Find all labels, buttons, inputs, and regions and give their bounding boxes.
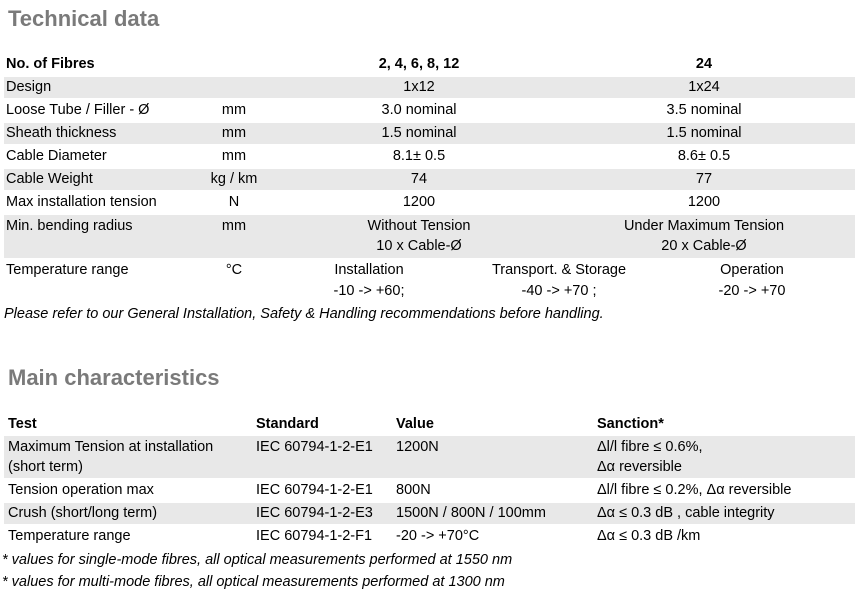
test-value: 800N — [396, 482, 431, 498]
test-name: Temperature range — [8, 528, 131, 544]
row-value-2: 77 — [695, 171, 713, 187]
row-label: Cable Weight — [6, 171, 93, 187]
row-unit: N — [228, 194, 240, 210]
test-value: -20 -> +70°C — [396, 528, 480, 544]
handling-note: Please refer to our General Installation, Safety & Handling recommendations before handling. — [4, 306, 604, 322]
header-sanction: Sanction* — [597, 416, 664, 432]
test-standard: IEC 60794-1-2-E3 — [256, 505, 373, 521]
main-row — [4, 436, 855, 478]
row-value-1: 3.0 nominal — [381, 102, 457, 118]
row-value-1b: 10 x Cable-Ø — [376, 238, 462, 254]
row-label: Temperature range — [6, 262, 129, 278]
installation-label: Installation — [334, 262, 404, 278]
row-value-2: 1200 — [687, 194, 721, 210]
test-standard: IEC 60794-1-2-E1 — [256, 482, 373, 498]
header-col1: 2, 4, 6, 8, 12 — [378, 56, 460, 72]
storage-value: -40 -> +70 ; — [521, 283, 597, 299]
tech-row — [4, 146, 855, 167]
row-value-2a: Under Maximum Tension — [623, 218, 785, 234]
section-title-main: Main characteristics — [8, 365, 220, 390]
installation-value: -10 -> +60; — [333, 283, 405, 299]
storage-label: Transport. & Storage — [491, 262, 627, 278]
operation-value: -20 -> +70 — [718, 283, 786, 299]
test-name-2: (short term) — [8, 459, 83, 475]
row-value-2: 1.5 nominal — [666, 125, 742, 141]
header-value: Value — [396, 416, 434, 432]
test-value: 1200N — [396, 439, 439, 455]
header-col2: 24 — [695, 56, 713, 72]
main-row — [4, 503, 855, 524]
row-value-1: 1.5 nominal — [381, 125, 457, 141]
main-row — [4, 480, 855, 501]
row-unit: mm — [221, 218, 247, 234]
test-standard: IEC 60794-1-2-E1 — [256, 439, 373, 455]
row-unit: °C — [225, 262, 243, 278]
test-name: Maximum Tension at installation — [8, 439, 214, 455]
row-value-1a: Without Tension — [367, 218, 471, 234]
test-sanction: Δl/l fibre ≤ 0.6%, — [597, 439, 703, 455]
row-value-2b: 20 x Cable-Ø — [661, 238, 747, 254]
row-unit: kg / km — [210, 171, 258, 187]
row-unit: mm — [221, 148, 247, 164]
section-title-technical: Technical data — [8, 6, 160, 31]
row-label: Loose Tube / Filler - Ø — [6, 102, 150, 118]
tech-row — [4, 123, 855, 144]
tech-row — [4, 77, 855, 98]
test-sanction: Δα ≤ 0.3 dB , cable integrity — [597, 505, 775, 521]
row-value-2: 3.5 nominal — [666, 102, 742, 118]
row-value-2: 1x24 — [688, 79, 720, 95]
test-sanction-2: Δα reversible — [597, 459, 682, 475]
row-unit: mm — [221, 125, 247, 141]
row-label: Design — [6, 79, 52, 95]
row-value-1: 74 — [410, 171, 428, 187]
test-sanction: Δα ≤ 0.3 dB /km — [597, 528, 701, 544]
row-label: Sheath thickness — [6, 125, 117, 141]
test-sanction: Δl/l fibre ≤ 0.2%, Δα reversible — [597, 482, 792, 498]
header-standard: Standard — [256, 416, 319, 432]
footnote: * values for single-mode fibres, all optical measurements performed at 1550 nm — [2, 552, 513, 568]
main-row — [4, 526, 855, 547]
tech-row — [4, 192, 855, 213]
test-value: 1500N / 800N / 100mm — [396, 505, 546, 521]
row-value-2: 8.6± 0.5 — [677, 148, 731, 164]
tech-row — [4, 100, 855, 121]
test-name: Tension operation max — [8, 482, 154, 498]
test-name: Crush (short/long term) — [8, 505, 158, 521]
footnote: * values for multi-mode fibres, all optical measurements performed at 1300 nm — [2, 574, 505, 590]
row-label: Min. bending radius — [6, 218, 133, 234]
row-value-1: 1x12 — [403, 79, 435, 95]
tech-header-row — [4, 54, 855, 75]
row-unit: mm — [221, 102, 247, 118]
row-label: Max installation tension — [6, 194, 157, 210]
tech-row — [4, 169, 855, 190]
operation-label: Operation — [720, 262, 784, 278]
main-header-row — [4, 414, 855, 435]
row-value-1: 1200 — [402, 194, 436, 210]
header-label: No. of Fibres — [6, 56, 95, 72]
tech-row-bending — [4, 215, 855, 258]
test-standard: IEC 60794-1-2-F1 — [256, 528, 373, 544]
header-test: Test — [8, 416, 37, 432]
tech-row-temperature — [4, 260, 855, 303]
row-label: Cable Diameter — [6, 148, 107, 164]
row-value-1: 8.1± 0.5 — [392, 148, 446, 164]
